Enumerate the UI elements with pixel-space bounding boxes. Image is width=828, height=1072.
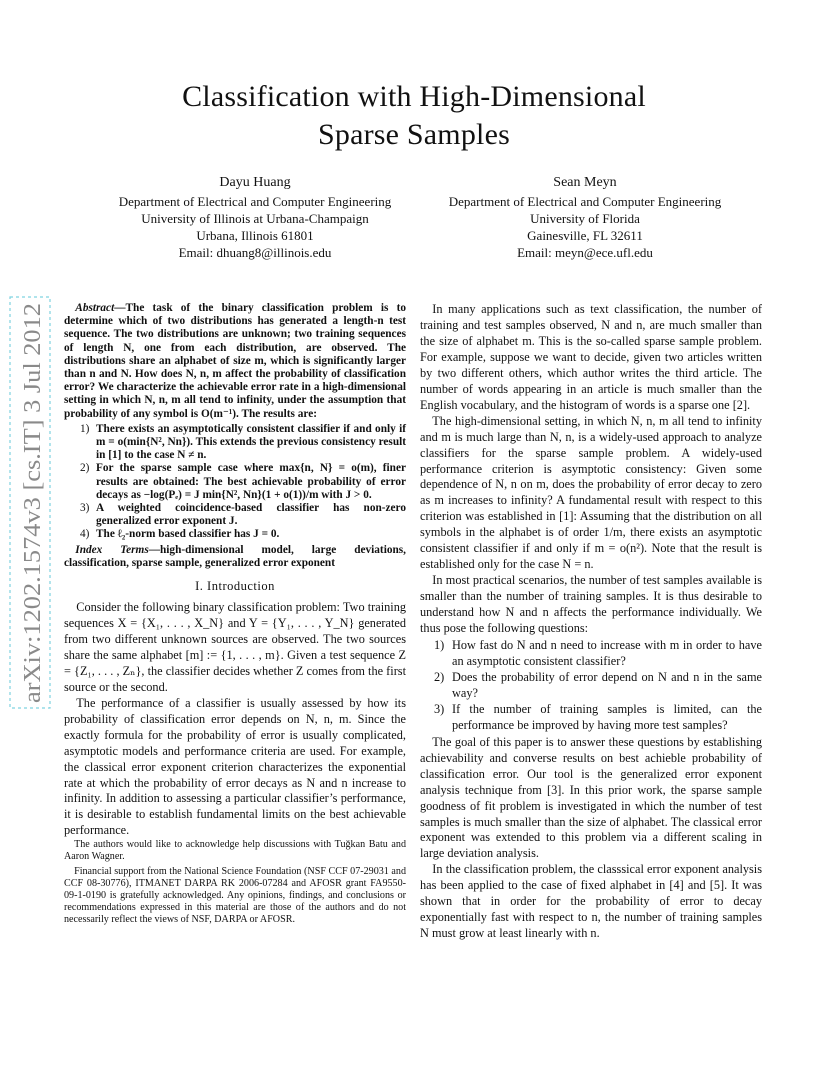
author-city: Urbana, Illinois 61801: [196, 228, 314, 243]
question-number: 1): [434, 638, 445, 653]
section-heading: I. Introduction: [195, 579, 275, 594]
list-item: [64, 528, 406, 541]
questions-list: [420, 638, 762, 734]
question-number: 3): [434, 701, 445, 716]
author-name: Dayu Huang: [219, 175, 291, 190]
author-department: Department of Electrical and Computer Engineering: [448, 194, 722, 209]
result-number: 2): [80, 462, 90, 475]
right-column: [420, 302, 762, 942]
results-list: [64, 423, 406, 542]
body-paragraph: In many applications such as text classification, the number of training and test samples observed, N and n, are much smaller than the size of alphabet m. This is the so-called sparse sample problem. For example, suppose we want to decide, given two articles written by two different others, which author writes the third article. The number of words appearing in an article is much smaller than the English vocabulary, and the histogram of words is a sparse one [2].: [420, 302, 762, 412]
paper-title: [0, 78, 828, 154]
arxiv-stamp-text: arXiv:1202.1574v3 [cs.IT] 3 Jul 2012: [20, 339, 46, 703]
author-email[interactable]: Email: dhuang8@illinois.edu: [178, 245, 332, 260]
question-text: Does the probability of error depend on N and n in the same way?: [452, 669, 762, 700]
footnote: Financial support from the National Science Foundation (NSF CCF 07-29031 and CCF 08-30776), ITMANET DARPA RK 2006-07284 and AFOSR grant FA9550-09-1-0190 is gratefully acknowledged. Any opinions, findings, and conclusions or recommendations expressed in this material are those of the authors and do not necessarily reflect the views of NSF, DARPA or AFOSR.: [64, 865, 406, 925]
footnote: The authors would like to acknowledge help discussions with Tuğkan Batu and Aaron Wagner.: [64, 839, 406, 863]
result-text: There exists an asymptotically consistent classifier if and only if m = o(min{N², Nn}). This extends the previous consistency result in [1] to the case N ≠ n.: [96, 422, 406, 462]
author-city: Gainesville, FL 32611: [527, 228, 643, 243]
result-number: 1): [80, 422, 90, 435]
abstract-label: Abstract: [75, 302, 115, 314]
body-paragraph: In the classification problem, the classsical error exponent analysis has been applied to the case of fixed alphabet in [4] and [5]. It was shown that in order for the probability of error to decay exponentially fast with respect to n, the number of training samples N must grow at least linearly with n.: [420, 862, 762, 941]
index-terms-text: —high-dimensional model, large deviations, classification, sparse sample, generalized error exponent: [64, 543, 406, 569]
question-number: 2): [434, 669, 445, 684]
list-item: [420, 638, 762, 670]
abstract-text: —The task of the binary classification problem is to determine which of two distributions has generated a length-n test sequence. The two distributions are unknown; two training sequences of length N, one from each distribution, are observed. The distributions share an alphabet of size m, which is significantly larger than n and N. How does N, n, m affect the probability of classification error? We characterize the achievable error rate in a high-dimensional setting in which N, n, m all tend to infinity, under the assumption that probability of any symbol is O(m⁻¹). The results are:: [64, 302, 406, 420]
title-line-1: Classification with High-Dimensional: [182, 80, 646, 113]
result-number: 4): [80, 528, 90, 541]
author-block-huang: [90, 174, 420, 261]
body-paragraph: The performance of a classifier is usually assessed by how its probability of classification error depends on N, n, m. Since the exactly formula for the probability of error is usually complicated, asymptotic models and performance criteria are used. For example, the classical error exponent criterion characterizes the exponential rate at which the probability of error decays as N and n increase to infinity. In addition to assessing a particular classifier’s performance, it is desirable to establish fundamental limits on the best achievable performance.: [64, 695, 406, 838]
result-number: 3): [80, 502, 90, 515]
list-item: [64, 423, 406, 463]
author-university: University of Illinois at Urbana-Champaign: [141, 211, 369, 226]
list-item: [64, 502, 406, 528]
arxiv-stamp[interactable]: [6, 295, 62, 710]
question-text: If the number of training samples is limited, can the performance be improved by having more test samples?: [452, 701, 762, 732]
body-paragraph: The goal of this paper is to answer these questions by establishing achievability and converse results on best achieble probability of classification error. Our tool is the generalized error exponent analysis technique from [3]. In this prior work, the sparse sample goodness of fit problem is investigated in which the number of test samples is much smaller than the size of alphabet. The classical error exponent was extended to this problem via a different scaling in large deviation analysis.: [420, 734, 762, 861]
author-name: Sean Meyn: [553, 175, 617, 190]
title-line-2: Sparse Samples: [318, 118, 510, 151]
index-terms-label: Index Terms: [75, 543, 149, 556]
result-text: A weighted coincidence-based classifier has non-zero generalized error exponent J.: [96, 502, 406, 528]
result-text: For the sparse sample case where max{n, N} = o(m), finer results are obtained: The best achievable probability of error decays as −log(Pₑ) = J min{N², Nn}(1 + o(1))/m with J > 0.: [96, 462, 406, 501]
body-paragraph: Consider the following binary classification problem: Two training sequences X = {X₁, . . . , X_N} and Y = {Y₁, . . . , Y_N} generated from two different unknown sources are observed. The two sources share the same alphabet [m] := {1, . . . , m}. Given a test sequence Z = {Z₁, . . . , Zₙ}, the classifier decides whether Z comes from the first source or the second.: [64, 600, 406, 694]
abstract-paragraph: [64, 302, 406, 421]
question-text: How fast do N and n need to increase with m in order to have an asymptotic consistent classifier?: [452, 638, 762, 668]
author-block-meyn: [420, 174, 750, 261]
body-paragraph: The high-dimensional setting, in which N, n, m all tend to infinity and m is much large than N, n, is a widely-used approach to analyze classifiers for the sparse sample problem. A widely-used performance criterion is asymptotic consistency: Given some dependence of N, n on m, does the probability of error decay to zero as m increases to infinity? A fundamental result with respect to this criterion was established in [1]: Assuming that the distribution on all symbols in the alphabet is of order 1/m, there exists an asymptotic consistent classifier if and only if m = o(n²). Note that the result is established only for the case N = n.: [420, 413, 762, 572]
list-item: [420, 702, 762, 734]
index-terms: [64, 544, 406, 570]
author-university: University of Florida: [530, 211, 640, 226]
list-item: [64, 462, 406, 502]
list-item: [420, 670, 762, 702]
body-paragraph: In most practical scenarios, the number of test samples available is smaller than the number of training samples. It is thus desirable to understand how N and n affects the performance individually. We thus pose the following questions:: [420, 573, 762, 636]
left-column: [64, 302, 406, 926]
author-department: Department of Electrical and Computer Engineering: [118, 194, 392, 209]
result-text: The ℓ₂-norm based classifier has J = 0.: [96, 528, 280, 541]
author-email[interactable]: Email: meyn@ece.ufl.edu: [517, 245, 653, 260]
